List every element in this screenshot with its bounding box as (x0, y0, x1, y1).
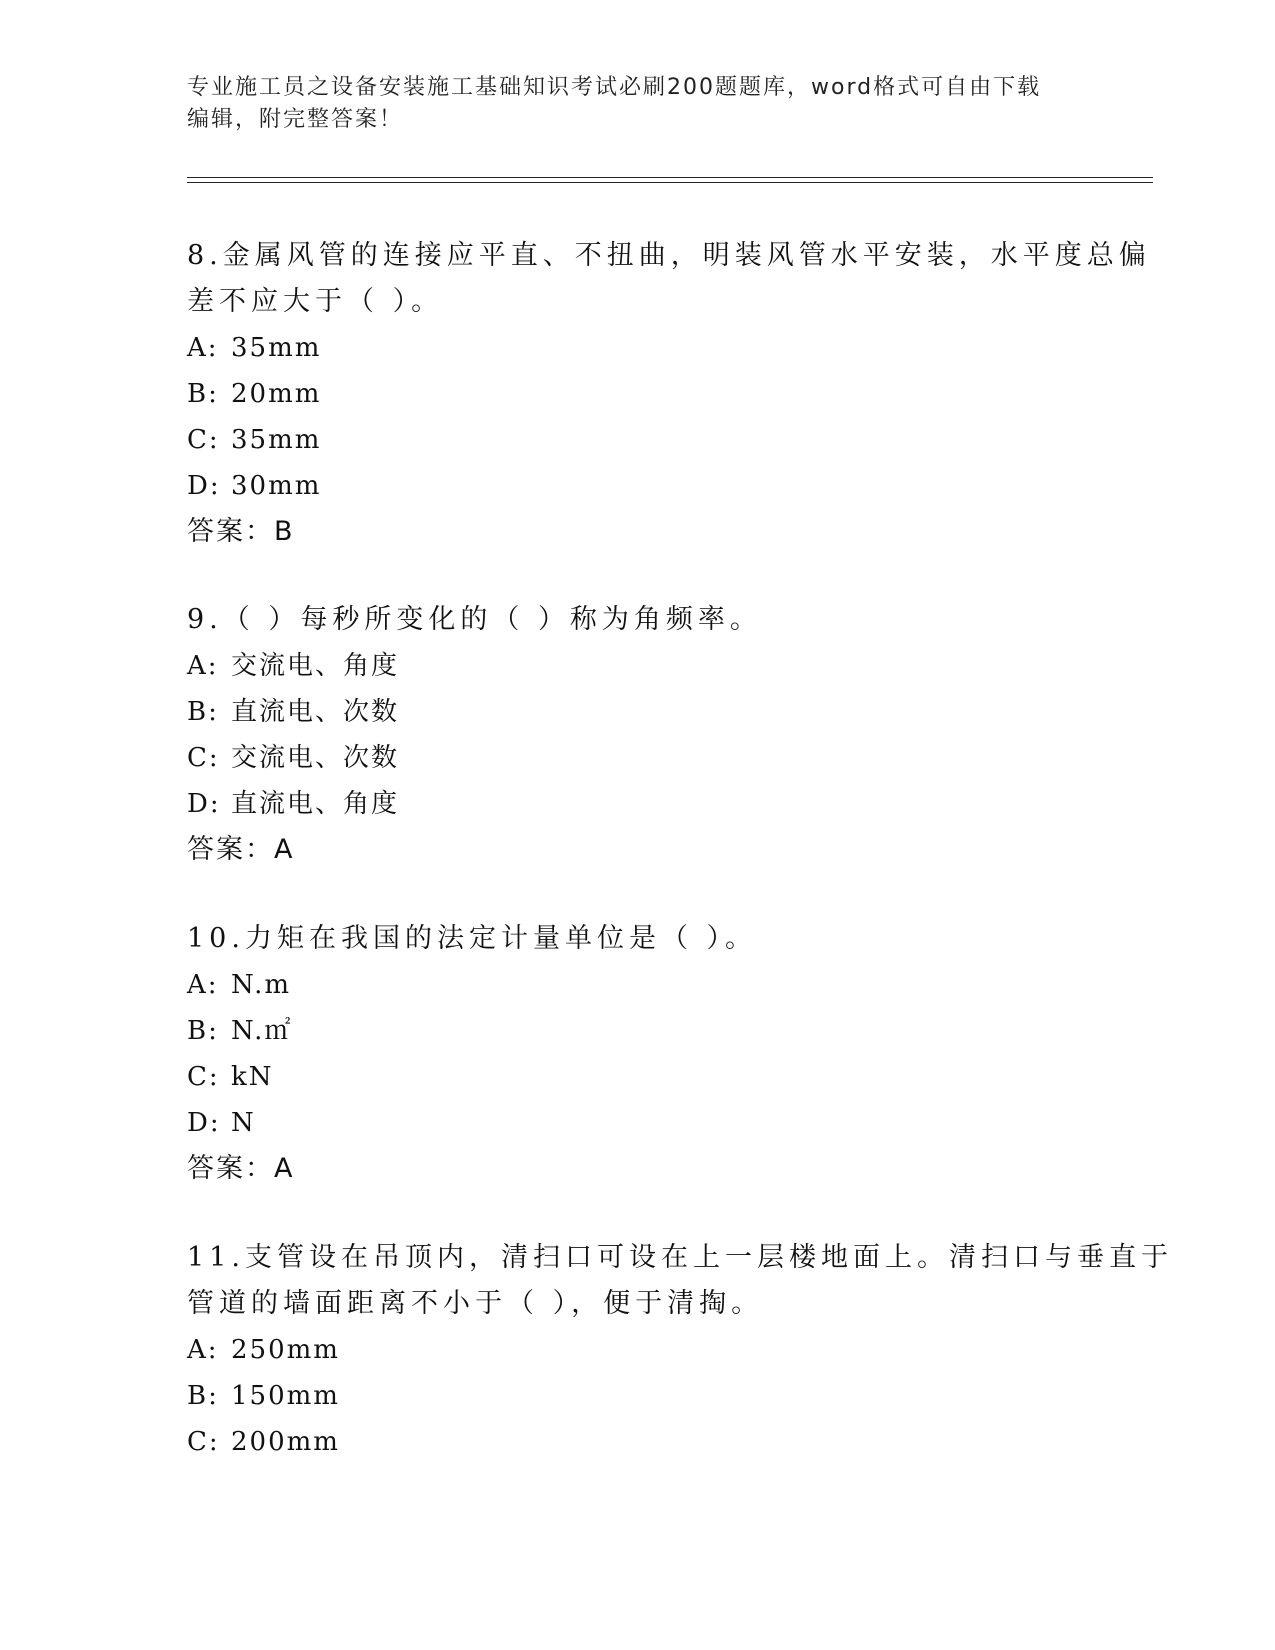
option-text: 30mm (231, 471, 322, 501)
option-d (187, 781, 1087, 827)
option-d (187, 1100, 1087, 1146)
option-label: A: (187, 651, 219, 681)
option-d (187, 463, 1087, 509)
option-label: D: (187, 471, 221, 501)
question-stem-line: 差不应大于（ ）。 (187, 286, 444, 317)
question-stem-line: 管道的墙面距离不小于（ ），便于清掏。 (187, 1288, 764, 1319)
option-a (187, 1327, 1087, 1373)
question-9 (187, 597, 1087, 873)
answer-line: 答案：A (187, 1153, 295, 1184)
option-text: 交流电、次数 (231, 743, 400, 773)
option-label: C: (187, 743, 220, 773)
question-stem-line: 10.力矩在我国的法定计量单位是（ ）。 (187, 923, 758, 954)
option-label: D: (187, 1108, 221, 1138)
option-label: B: (187, 1381, 219, 1411)
option-c (187, 735, 1087, 781)
option-b (187, 689, 1087, 735)
option-text: 交流电、角度 (231, 651, 400, 681)
option-label: C: (187, 425, 220, 455)
header-line-1: 专业施工员之设备安装施工基础知识考试必刷200题题库，word格式可自由下载 (187, 75, 1042, 100)
option-text: 35mm (231, 425, 322, 455)
option-text: 直流电、次数 (231, 697, 400, 727)
option-label: A: (187, 970, 219, 1000)
question-11 (187, 1235, 1173, 1465)
option-b (187, 1008, 1087, 1054)
option-b (187, 371, 1087, 417)
option-text: 直流电、角度 (231, 789, 400, 819)
option-text: N (231, 1108, 256, 1138)
header-line-2: 编辑，附完整答案！ (187, 107, 404, 132)
option-label: A: (187, 333, 219, 363)
option-text: 200mm (231, 1427, 340, 1457)
option-c (187, 1419, 1087, 1465)
header-divider-bottom (187, 182, 1153, 183)
option-text: 35mm (231, 333, 322, 363)
option-text: 20mm (231, 379, 322, 409)
option-text: 250mm (231, 1335, 340, 1365)
option-label: C: (187, 1062, 220, 1092)
option-label: B: (187, 379, 219, 409)
option-label: A: (187, 1335, 219, 1365)
option-label: B: (187, 697, 219, 727)
question-stem-line: 9.（ ）每秒所变化的（ ）称为角频率。 (187, 604, 762, 635)
option-c (187, 1054, 1087, 1100)
option-label: D: (187, 789, 221, 819)
option-label: B: (187, 1016, 219, 1046)
header-divider-top (187, 177, 1153, 178)
question-10 (187, 916, 1087, 1192)
question-stem-line: 8.金属风管的连接应平直、不扭曲，明装风管水平安装，水平度总偏 (187, 240, 1151, 271)
answer-line: 答案：A (187, 834, 295, 865)
option-c (187, 417, 1087, 463)
option-label: C: (187, 1427, 220, 1457)
option-a (187, 325, 1087, 371)
question-8 (187, 233, 1151, 555)
option-text: N.m (231, 970, 292, 1000)
option-b (187, 1373, 1087, 1419)
option-text: N.㎡ (231, 1016, 293, 1046)
question-stem-line: 11.支管设在吊顶内，清扫口可设在上一层楼地面上。清扫口与垂直于 (187, 1242, 1173, 1273)
option-text: 150mm (231, 1381, 340, 1411)
option-a (187, 643, 1087, 689)
document-header (187, 72, 1087, 136)
answer-line: 答案：B (187, 516, 295, 547)
option-text: kN (231, 1062, 274, 1092)
option-a (187, 962, 1087, 1008)
